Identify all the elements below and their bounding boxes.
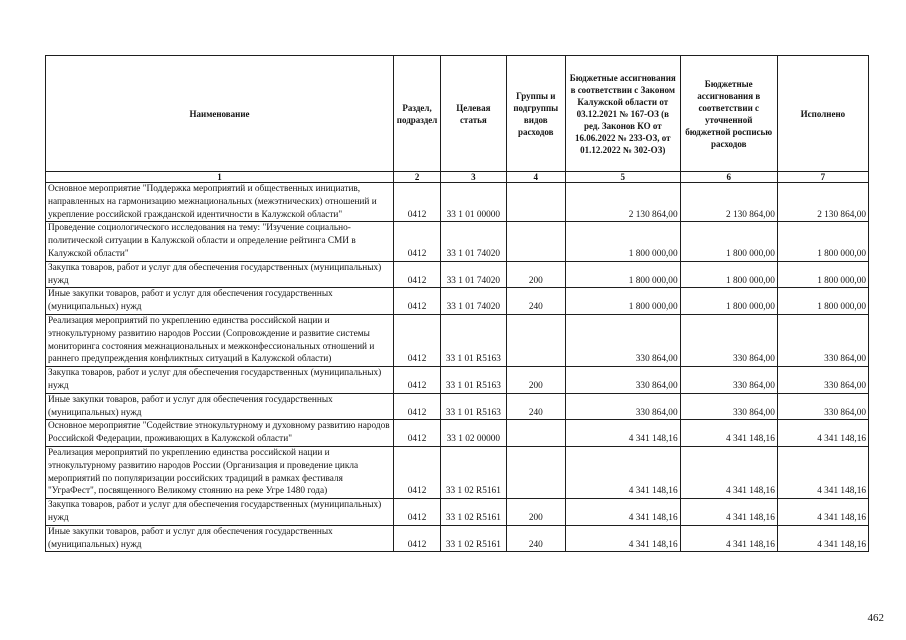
row-target: 33 1 02 R5161 [441, 525, 507, 552]
row-target: 33 1 02 R5161 [441, 499, 507, 526]
row-name: Реализация мероприятий по укреплению единства российской нации и этнокультурному развитию народов России (Организация и проведение цикла мероприятий по популяризации российских традиций в рамках фестиваля "УграФест", посвященного Великому стоянию на реке Угре 1480 года) [46, 446, 394, 498]
row-section: 0412 [394, 525, 441, 552]
header-executed: Исполнено [777, 56, 868, 172]
column-number: 5 [565, 172, 680, 183]
row-refined-amount: 330 864,00 [680, 314, 777, 366]
column-number: 3 [441, 172, 507, 183]
budget-table [45, 55, 869, 552]
column-number: 7 [777, 172, 868, 183]
row-target: 33 1 02 00000 [441, 420, 507, 447]
row-group: 240 [506, 288, 565, 315]
row-group: 200 [506, 261, 565, 288]
row-section: 0412 [394, 393, 441, 420]
row-refined-amount: 1 800 000,00 [680, 222, 777, 261]
header-section: Раздел, подраздел [394, 56, 441, 172]
table-row [46, 499, 869, 526]
row-executed-amount: 330 864,00 [777, 314, 868, 366]
row-section: 0412 [394, 222, 441, 261]
row-executed-amount: 1 800 000,00 [777, 288, 868, 315]
row-name: Основное мероприятие "Содействие этнокультурному и духовному развитию народов Российской Федерации, проживающих в Калужской области" [46, 420, 394, 447]
header-groups: Группы и подгруппы видов расходов [506, 56, 565, 172]
row-law-amount: 4 341 148,16 [565, 499, 680, 526]
table-row [46, 288, 869, 315]
table-row [46, 314, 869, 366]
page-number: 462 [867, 612, 884, 624]
header-target: Целевая статья [441, 56, 507, 172]
row-group [506, 222, 565, 261]
row-section: 0412 [394, 367, 441, 394]
table-row [46, 393, 869, 420]
row-law-amount: 330 864,00 [565, 367, 680, 394]
row-executed-amount: 1 800 000,00 [777, 222, 868, 261]
row-refined-amount: 1 800 000,00 [680, 261, 777, 288]
row-executed-amount: 330 864,00 [777, 367, 868, 394]
row-target: 33 1 01 74020 [441, 261, 507, 288]
row-name: Реализация мероприятий по укреплению единства российской нации и этнокультурному развитию народов России (Сопровождение и развитие системы мониторинга состояния межнациональных и межконфессиональных отношений и раннего предупреждения конфликтных ситуаций в Калужской области) [46, 314, 394, 366]
row-name: Закупка товаров, работ и услуг для обеспечения государственных (муниципальных) нужд [46, 261, 394, 288]
row-law-amount: 330 864,00 [565, 314, 680, 366]
header-refined: Бюджетные ассигнования в соответствии с уточненной бюджетной росписью расходов [680, 56, 777, 172]
row-target: 33 1 02 R5161 [441, 446, 507, 498]
row-group [506, 314, 565, 366]
column-number-row [46, 172, 869, 183]
row-refined-amount: 4 341 148,16 [680, 525, 777, 552]
row-group [506, 183, 565, 222]
column-number: 1 [46, 172, 394, 183]
row-name: Иные закупки товаров, работ и услуг для обеспечения государственных (муниципальных) нужд [46, 393, 394, 420]
row-executed-amount: 4 341 148,16 [777, 420, 868, 447]
row-group [506, 446, 565, 498]
row-refined-amount: 330 864,00 [680, 393, 777, 420]
row-section: 0412 [394, 183, 441, 222]
row-group: 240 [506, 525, 565, 552]
header-row [46, 56, 869, 172]
row-refined-amount: 330 864,00 [680, 367, 777, 394]
table-row [46, 222, 869, 261]
row-law-amount: 4 341 148,16 [565, 525, 680, 552]
row-name: Проведение социологического исследования на тему: "Изучение социально-политической ситуации в Калужской области и определение рейтинга СМИ в Калужской области" [46, 222, 394, 261]
row-target: 33 1 01 R5163 [441, 367, 507, 394]
row-group: 200 [506, 499, 565, 526]
column-number: 6 [680, 172, 777, 183]
row-law-amount: 2 130 864,00 [565, 183, 680, 222]
row-refined-amount: 2 130 864,00 [680, 183, 777, 222]
row-name: Основное мероприятие "Поддержка мероприятий и общественных инициатив, направленных на гармонизацию межнациональных (межэтнических) отношений и укрепление российской гражданской идентичности в Калужской области" [46, 183, 394, 222]
row-target: 33 1 01 74020 [441, 222, 507, 261]
header-name: Наименование [46, 56, 394, 172]
row-refined-amount: 4 341 148,16 [680, 446, 777, 498]
table-row [46, 525, 869, 552]
row-target: 33 1 01 R5163 [441, 393, 507, 420]
row-group: 200 [506, 367, 565, 394]
row-name: Иные закупки товаров, работ и услуг для обеспечения государственных (муниципальных) нужд [46, 525, 394, 552]
row-executed-amount: 4 341 148,16 [777, 499, 868, 526]
row-law-amount: 1 800 000,00 [565, 261, 680, 288]
row-name: Закупка товаров, работ и услуг для обеспечения государственных (муниципальных) нужд [46, 367, 394, 394]
row-law-amount: 330 864,00 [565, 393, 680, 420]
row-section: 0412 [394, 420, 441, 447]
row-refined-amount: 4 341 148,16 [680, 420, 777, 447]
row-target: 33 1 01 R5163 [441, 314, 507, 366]
row-target: 33 1 01 00000 [441, 183, 507, 222]
row-group: 240 [506, 393, 565, 420]
table-row [46, 261, 869, 288]
row-executed-amount: 1 800 000,00 [777, 261, 868, 288]
row-section: 0412 [394, 499, 441, 526]
row-section: 0412 [394, 288, 441, 315]
table-row [46, 367, 869, 394]
row-executed-amount: 2 130 864,00 [777, 183, 868, 222]
row-law-amount: 1 800 000,00 [565, 222, 680, 261]
row-group [506, 420, 565, 447]
row-law-amount: 1 800 000,00 [565, 288, 680, 315]
header-law: Бюджетные ассигнования в соответствии с Законом Калужской области от 03.12.2021 № 167-ОЗ (в ред. Законов КО от 16.06.2022 № 233-ОЗ, от 01.12.2022 № 302-ОЗ) [565, 56, 680, 172]
column-number: 4 [506, 172, 565, 183]
row-executed-amount: 330 864,00 [777, 393, 868, 420]
table-row [46, 420, 869, 447]
row-name: Иные закупки товаров, работ и услуг для обеспечения государственных (муниципальных) нужд [46, 288, 394, 315]
row-law-amount: 4 341 148,16 [565, 446, 680, 498]
row-refined-amount: 4 341 148,16 [680, 499, 777, 526]
table-row [46, 446, 869, 498]
row-refined-amount: 1 800 000,00 [680, 288, 777, 315]
row-executed-amount: 4 341 148,16 [777, 446, 868, 498]
row-section: 0412 [394, 261, 441, 288]
row-executed-amount: 4 341 148,16 [777, 525, 868, 552]
row-target: 33 1 01 74020 [441, 288, 507, 315]
row-section: 0412 [394, 314, 441, 366]
row-section: 0412 [394, 446, 441, 498]
column-number: 2 [394, 172, 441, 183]
table-row [46, 183, 869, 222]
row-name: Закупка товаров, работ и услуг для обеспечения государственных (муниципальных) нужд [46, 499, 394, 526]
row-law-amount: 4 341 148,16 [565, 420, 680, 447]
